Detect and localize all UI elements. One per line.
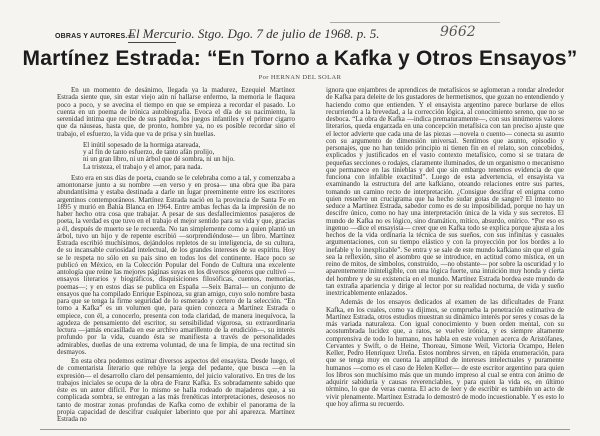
handwritten-catalog-number: 9662	[440, 24, 476, 40]
poem-line: El inútil sopesado de la hormiga atareada,	[83, 140, 201, 149]
bottom-rule	[40, 429, 570, 430]
paragraph: En esta obra podemos estimar diversos aspectos del ensayista. Desde luego, el de comentarista literario que rehúye la jerga del pedante, que busca —en la expresión— el desarrollo claro del pensamiento, del juicio valorativo. En tres de los trabajos iniciales se ocupa de la obra de Franz Kafka. Es sobradamente sabido que éste es un autor difícil. Por lo mismo se halla rodeado de majaderos que, a su complicada sombra, se entregan a las más frenéticas interpretaciones, deseosos no tanto de mostrar zonas profundas de Kafka como de exhibir el panorama de la propia capacidad de descifrar cualquier laberinto que por ahí aparezca. Martínez Estrada no	[57, 357, 295, 424]
handwritten-underline	[128, 42, 176, 43]
paragraph: ignora que enjambres de aprendices de metafísicos se aglomeran a rondar alrededor de Kafka para deleite de los gustadores de hermetismos, que gozan no entendiendo y haciendo como que entienden. Y el ensayista argentino parece burlarse de ellos recurriendo a la brevedad, a la corrección lógica, al conocimiento sereno, que no se desboca. “La obra de Kafka —indica prematuramente—, con sus innúmeros valores literarios, queda engarzada en una concepción metafísica con tan preciso ajuste que el lector advierte que cada una de las piezas —novela o cuento— conecta su asunto con su argumento de dimensión universal. Sentimos que asunto, episodio y personajes, que no han tenido principio ni tienen fin en el relato, son concebidos, explicados y justificados en el vasto contexto metafísico, como si se tratara de pequeñas secciones o rodajes, claramente iluminados, de un organismo o mecanismo que permanece en las tinieblas y del que sin embargo tenemos evidencia de que funciona con infalible exactitud”. Luego de esta advertencia, el ensayista va examinando la estructura del arte kafkiano, oteando relaciones entre sus partes, tomando un camino recto de interpretación. ¿Consigue descifrar el enigma como quien resuelve un crucigrama que ha hecho sudar gotas de sangre? El intento no seduce a Martínez Estrada, sabedor como es de su imposibilidad, porque no hay un descifre único, como no hay una interpretación única de la vida y sus secretos. El mundo de Kafka no es lógico, sino dramático, mítico, absurdo, onírico. “Por eso es ingenuo —dice el ensayista— creer que en Kafka todo se explica porque ajusta a los hechos de la vida ordinaria la técnica de sus sueños, con sus infinitas y casuales argumentaciones, con su tiempo elástico y con la proyección por los bordes a lo inefable y lo inexplicable”. Se entra y se sale de este mundo kafkiano sin que el guía sea la reflexión, sino el asombro que se introduce, en actitud como mística, en un reino de mitos, de símbolos, construido, —no obstante— por sobre la oscuridad y lo aparentemente ininteligible, con una lógica fuerte, una intuición muy honda y cierta del hombre y de su existencia en el mundo. Martínez Estrada bordea este mundo de tan extraña apariencia y dirige al lector por su realidad nocturna, de vida y sueño inextricablemente enlazados.	[326, 87, 564, 297]
poem-quote	[83, 142, 295, 171]
section-label: OBRAS Y AUTORES.—	[55, 33, 135, 40]
top-rule	[330, 22, 500, 23]
paragraph: Esto era en sus días de poeta, cuando se le celebraba como a tal, y comenzaba a amontonarse junto a su nombre —en verso y en prosa— una obra que iba para abundantísima y estaba destinada a darle un lugar preeminente entre los escritores argentinos contemporáneos. Martínez Estrada nació en la provincia de Santa Fe en 1895 y murió en Bahía Blanca en 1964. Entre ambas fechas da la impresión de no haber hecho otra cosa que trabajar. A pesar de sus desfallecimientos pasajeros de poeta, la verdad es que tuvo en el trabajo el mejor sentido para su vida y que, gracias a él, después de muerto se le recuerda. No tan simplemente como a quien plantó un árbol, tuvo un hijo y de repente escribió —sorprendiéndose— un libro. Martínez Estrada escribió muchísimos, dejándolos repletos de su inteligencia, de su cultura, de su incansable curiosidad intelectual, de los grandes intereses de su espíritu. Hoy se le respeta no sólo en su país sino en todos los del continente. Hace poco se publicó en México, en la Colección Popular del Fondo de Cultura una excelente antología que reúne las mejores páginas suyas en los diversos géneros que cultivó —ensayos literarios y biográficos, disquisiciones filosóficas, cuentos, memorias, poemas—; y en estos días se publica en España —Seix Barral— un conjunto de ensayos que ha compilado Enrique Espinoza, su gran amigo, cuyo solo nombre basta para que se tenga la firme seguridad de lo esmerado y certero de la selección. “En torno a Kafka” es un volumen que, para quien conozca a Martínez Estrada o empiece, con él, a conocerlo, presenta con toda claridad, de manera inequívoca, la agudeza de pensamiento del escritor, su sensibilidad vigorosa, su extraordinaria lectura —jamás encasillada en ese archivo amarillento de la erudición—, su interés profundo por la vida, cuando ésta se manifiesta a través de personalidades admirables, dueñas de una extrema voluntad, de una fe limpia, de una rectitud sin desmayos.	[57, 173, 295, 356]
article-title: Martínez Estrada: “En Torno a Kafka y Otros Ensayos”	[22, 47, 578, 70]
paragraph: En un momento de desánimo, llegada ya la madurez, Ezequiel Martínez Estrada siente que, sin estar viejo aún ni hallarse enfermo, la memoria le flaquea poco a poco, y se avecina el tiempo en que se empieza a recordar el pasado. Lo cuenta en un poema de irónica autobiografía. Evoca el día de su nacimiento, la serenidad íntima que recibe de sus padres, los juegos infantiles y el primer cigarro que da náuseas, hasta que, de pronto, hombre ya, no es posible recordar sino el trabajo, el esfuerzo, la vida que va de prisa y sin huellas.	[57, 87, 295, 138]
handwritten-source-note: El Mercurio. Stgo. Dgo. 7 de julio de 1968. p. 5.	[128, 26, 380, 41]
poem-line: y al fin de tanto esfuerzo, de tanto afán prolijo,	[83, 148, 215, 157]
paragraph: Además de los ensayos dedicados al examen de las dificultades de Franz Kafka, en los cuales, como ya dijimos, se comprueba la penetración estimativa de Martínez Estrada, otros estudios muestran su dinámico interés por seres y cosas de la más variada naturaleza. Con igual conocimiento y buen orden mental, con su acostumbrada lucidez que, a ratos, se vuelve irónica, y es siempre altamente comprensiva de todo lo humano, nos habla en este volumen acerca de Aristófanes, Cervantes y Swift, o de Heine, Thoreau, Simone Weil, Victoria Ocampo, Helen Keller, Pedro Henríquez Ureña. Estos nombres sirven, en rápida enumeración, para que se tenga muy en cuenta la amplitud de intereses intelectuales y puramente humanos —como es el caso de Helen Keller— de este escritor argentino para quien los libros son muchísimo más que un mundo impreso al cual se entra con ánimo de adquirir sabiduría y causas reverenciables, y para quien la vida es, en último término, lo que de veras cuenta. El acto de leer y de escribir es también un acto de vivir plenamente. Martínez Estrada lo demostró de modo incuestionable. Y es esto lo que hoy afirma su recuerdo.	[326, 298, 564, 408]
right-column	[326, 87, 564, 425]
poem-line: La tristeza, el trabajo y el amor, para nada.	[83, 162, 203, 171]
left-column	[57, 87, 295, 425]
article-byline: Por HERNAN DEL SOLAR	[258, 74, 342, 81]
poem-line: ni un gran libro, ni un árbol que dé sombra, ni un hijo.	[83, 155, 235, 164]
